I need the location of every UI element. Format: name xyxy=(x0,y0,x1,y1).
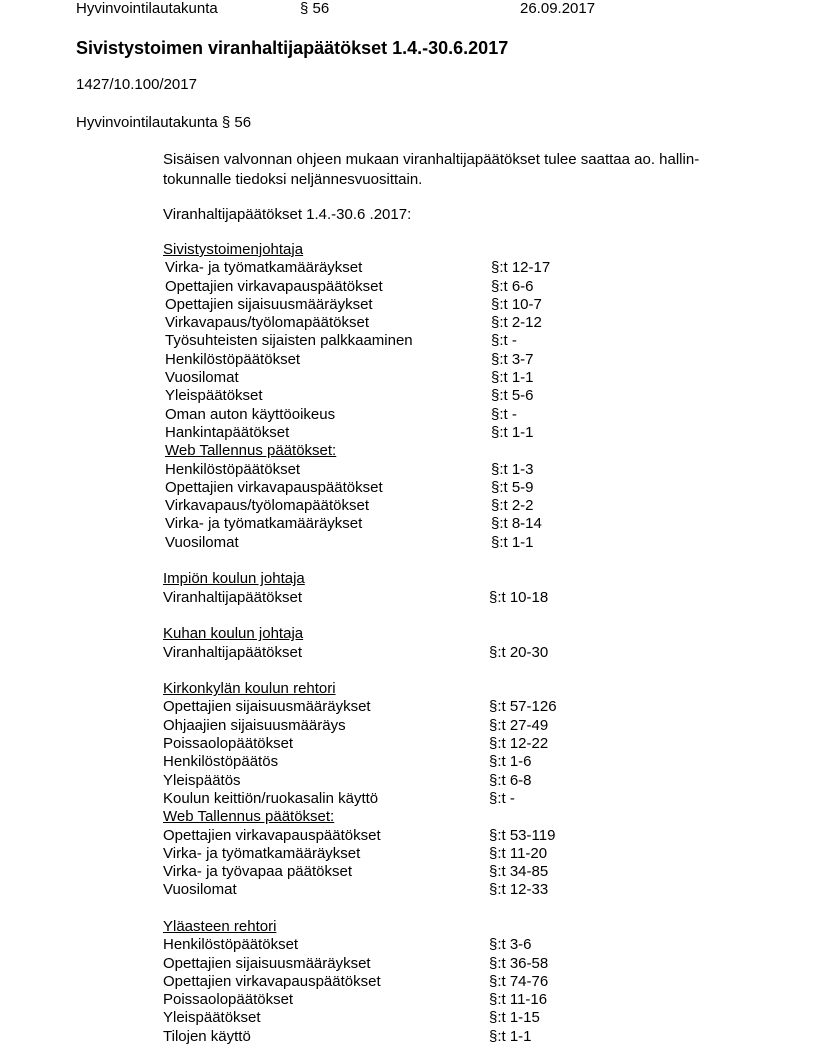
decision-label: Vuosilomat xyxy=(165,533,239,551)
decision-label: Hankintapäätökset xyxy=(165,423,290,441)
decision-label: Opettajien sijaisuusmääräykset xyxy=(163,954,371,972)
decision-label: Virkavapaus/työlomapäätökset xyxy=(165,497,370,515)
decision-range: §:t 6-6 xyxy=(491,277,534,295)
decision-label: Ohjaajien sijaisuusmääräys xyxy=(163,716,346,734)
decision-range: §:t 1-6 xyxy=(489,753,532,771)
section-spacer xyxy=(163,607,663,625)
decision-label: Henkilöstöpäätökset xyxy=(165,460,301,478)
decision-range: §:t 53-119 xyxy=(489,826,556,844)
decision-row xyxy=(163,790,663,808)
decision-row xyxy=(163,314,663,332)
decision-label: Oman auton käyttöoikeus xyxy=(165,405,336,423)
decision-row xyxy=(163,644,663,662)
board-section: Hyvinvointilautakunta § 56 xyxy=(76,114,252,131)
decision-row xyxy=(163,387,663,405)
decision-row xyxy=(163,296,663,314)
decision-range: §:t 5-9 xyxy=(491,478,534,496)
decision-label: Viranhaltijapäätökset xyxy=(163,643,302,661)
decision-row xyxy=(163,973,663,991)
document-title: Sivistystoimen viranhaltijapäätökset 1.4.-30.6.2017 xyxy=(76,38,509,58)
decision-label: Poissaolopäätökset xyxy=(163,991,294,1009)
header-section: § 56 xyxy=(300,0,330,17)
decision-range: §:t 10-18 xyxy=(489,588,549,606)
decision-range: §:t 2-12 xyxy=(491,314,542,332)
section-heading: Sivistystoimenjohtaja xyxy=(163,241,304,258)
decision-range: §:t - xyxy=(491,405,517,423)
decision-row xyxy=(163,461,663,479)
decision-label: Virka- ja työmatkamääräykset xyxy=(163,844,361,862)
decision-label: Poissaolopäätökset xyxy=(163,735,294,753)
decision-range: §:t 20-30 xyxy=(489,643,549,661)
decision-row xyxy=(163,991,663,1009)
decision-label: Vuosilomat xyxy=(163,881,237,899)
decision-label: Henkilöstöpäätökset xyxy=(165,350,301,368)
decision-range: §:t 1-1 xyxy=(491,369,534,387)
decision-label: Koulun keittiön/ruokasalin käyttö xyxy=(163,789,379,807)
decision-label: Viranhaltijapäätökset xyxy=(163,588,302,606)
decision-range: §:t 12-22 xyxy=(489,735,549,753)
decision-range: §:t 3-7 xyxy=(491,350,534,368)
decision-row xyxy=(163,881,663,899)
decision-row xyxy=(163,534,663,552)
decision-row xyxy=(163,497,663,515)
decision-range: §:t 10-7 xyxy=(491,295,542,313)
decision-label: Opettajien virkavapauspäätökset xyxy=(163,826,381,844)
section-heading: Impiön koulun johtaja xyxy=(163,570,305,588)
section-spacer xyxy=(163,662,663,680)
decision-row xyxy=(163,845,663,863)
header-committee: Hyvinvointilautakunta xyxy=(76,0,218,17)
decision-row xyxy=(163,772,663,790)
decision-label: Opettajien virkavapauspäätökset xyxy=(163,972,381,990)
decision-range: §:t 57-126 xyxy=(489,698,557,716)
section-heading: Kirkonkylän koulun rehtori xyxy=(163,680,336,698)
decision-label: Opettajien virkavapauspäätökset xyxy=(165,478,383,496)
decision-label: Opettajien sijaisuusmääräykset xyxy=(165,295,373,313)
decisions-intro: Viranhaltijapäätökset 1.4.-30.6 .2017: xyxy=(163,206,412,223)
decision-range: §:t 11-20 xyxy=(489,844,548,862)
decision-sections xyxy=(163,241,663,1046)
section-heading: Kuhan koulun johtaja xyxy=(163,625,304,643)
decision-row xyxy=(163,717,663,735)
decision-label: Virka- ja työmatkamääräykset xyxy=(165,259,363,277)
decision-row xyxy=(163,332,663,350)
decision-label: Vuosilomat xyxy=(165,369,239,387)
decision-range: §:t 1-1 xyxy=(489,1027,532,1045)
decision-label: Opettajien sijaisuusmääräykset xyxy=(163,698,371,716)
section-spacer xyxy=(163,900,663,918)
decision-range: §:t 6-8 xyxy=(489,771,532,789)
decision-range: §:t 1-1 xyxy=(491,533,534,551)
body-paragraph: Sisäisen valvonnan ohjeen mukaan viranhaltijapäätökset tulee saattaa ao. hallin-tokunnalle tiedoksi neljännesvuosittain. xyxy=(163,151,700,188)
decision-label: Virka- ja työvapaa päätökset xyxy=(163,863,353,881)
decision-range: §:t 8-14 xyxy=(491,515,542,533)
decision-range: §:t - xyxy=(491,332,517,350)
decision-range: §:t 27-49 xyxy=(489,716,549,734)
section-spacer xyxy=(163,552,663,570)
decision-row xyxy=(163,863,663,881)
decision-range: §:t 1-15 xyxy=(489,1009,540,1027)
decision-range: §:t 36-58 xyxy=(489,954,549,972)
decision-row xyxy=(163,259,663,277)
decision-label: Yleispäätös xyxy=(163,771,241,789)
decision-range: §:t 2-2 xyxy=(491,497,534,515)
decision-label: Tilojen käyttö xyxy=(163,1027,251,1045)
decision-label: Opettajien virkavapauspäätökset xyxy=(165,277,383,295)
decision-row xyxy=(163,753,663,771)
decision-range: §:t 5-6 xyxy=(491,387,534,405)
decision-range: §:t - xyxy=(489,789,515,807)
decision-row xyxy=(163,827,663,845)
decision-label: Henkilöstöpäätökset xyxy=(163,936,299,954)
decision-row xyxy=(163,698,663,716)
decision-range: §:t 11-16 xyxy=(489,991,548,1009)
sub-heading: Web Tallennus päätökset: xyxy=(165,442,337,460)
decision-label: Henkilöstöpäätös xyxy=(163,753,279,771)
decision-row xyxy=(163,479,663,497)
reference-number: 1427/10.100/2017 xyxy=(76,76,197,93)
decision-row xyxy=(163,589,663,607)
decision-row xyxy=(163,369,663,387)
decision-row xyxy=(163,936,663,954)
decision-label: Virkavapaus/työlomapäätökset xyxy=(165,314,370,332)
decision-label: Työsuhteisten sijaisten palkkaaminen xyxy=(165,332,413,350)
decision-row xyxy=(163,1009,663,1027)
decision-label: Yleispäätökset xyxy=(163,1009,261,1027)
decision-range: §:t 12-17 xyxy=(491,259,551,277)
decision-row xyxy=(163,1028,663,1046)
decision-row xyxy=(163,424,663,442)
decision-row xyxy=(163,515,663,533)
decision-row xyxy=(163,735,663,753)
decision-range: §:t 3-6 xyxy=(489,936,532,954)
decision-row xyxy=(163,406,663,424)
decision-row xyxy=(163,955,663,973)
decision-range: §:t 74-76 xyxy=(489,972,549,990)
sub-heading: Web Tallennus päätökset: xyxy=(163,808,335,826)
decision-row xyxy=(163,278,663,296)
decision-row xyxy=(163,351,663,369)
decision-range: §:t 1-1 xyxy=(491,423,534,441)
header-date: 26.09.2017 xyxy=(520,0,596,17)
decision-range: §:t 34-85 xyxy=(489,863,549,881)
decision-label: Yleispäätökset xyxy=(165,387,263,405)
decision-label: Virka- ja työmatkamääräykset xyxy=(165,515,363,533)
section-heading: Yläasteen rehtori xyxy=(163,917,277,935)
decision-range: §:t 1-3 xyxy=(491,460,534,478)
decision-range: §:t 12-33 xyxy=(489,881,549,899)
